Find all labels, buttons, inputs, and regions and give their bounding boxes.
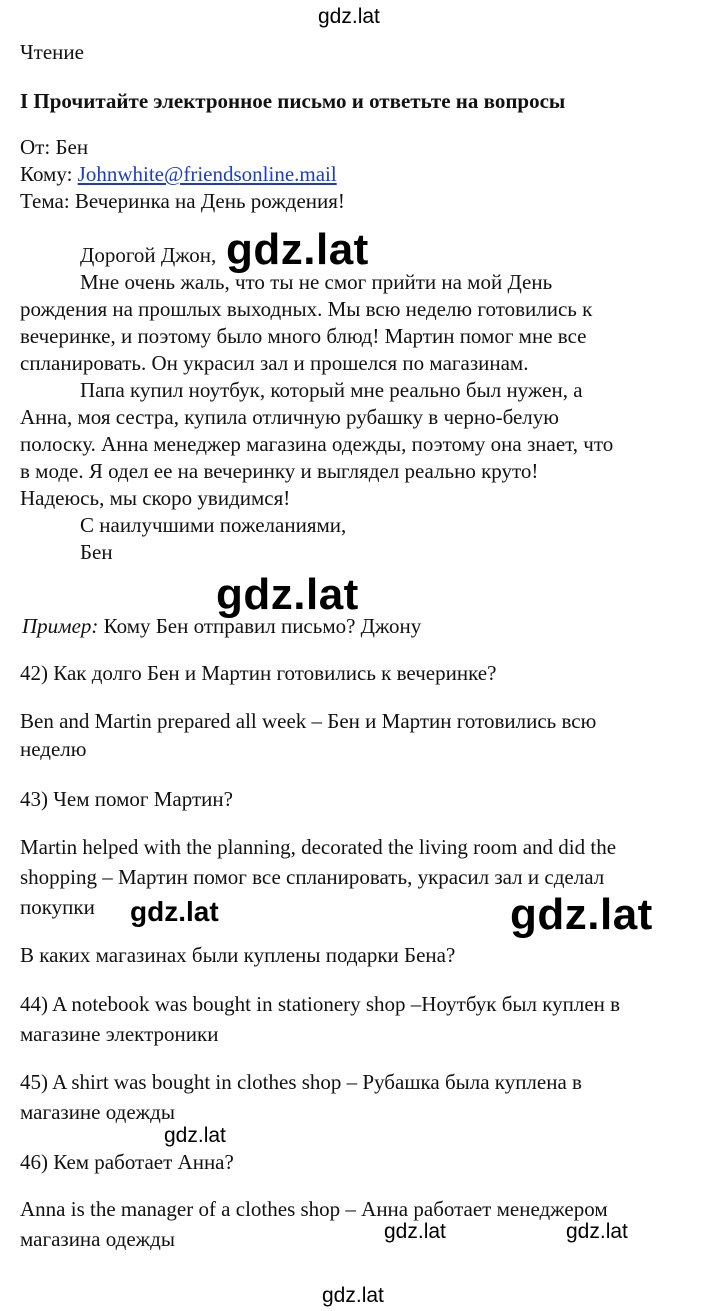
- answer-43-line: покупки: [20, 895, 95, 919]
- task-heading: I Прочитайте электронное письмо и ответьте на вопросы: [20, 89, 566, 113]
- email-subject-row: [20, 188, 345, 215]
- watermark: gdz.lat: [566, 1220, 628, 1243]
- watermark: gdz.lat: [384, 1220, 446, 1243]
- email-subject: Вечеринка на День рождения!: [74, 189, 345, 213]
- email-from-row: [20, 134, 88, 161]
- answer-46-line: магазина одежды: [20, 1227, 175, 1251]
- answer-44-line: 44) A notebook was bought in stationery shop –Ноутбук был куплен в: [20, 992, 621, 1016]
- answer-42-line: Ben and Martin prepared all week – Бен и Мартин готовились всю: [20, 709, 597, 733]
- email-body-line: Мне очень жаль, что ты не смог прийти на мой День: [80, 270, 553, 294]
- watermark: gdz.lat: [164, 1124, 226, 1147]
- email-from-label: От:: [20, 135, 51, 159]
- email-body-line: вечеринке, и поэтому было много блюд! Мартин помог мне все: [20, 324, 587, 348]
- email-body-line: спланировать. Он украсил зал и прошелся по магазинам.: [20, 351, 529, 375]
- email-greeting: Дорогой Джон,: [80, 243, 217, 267]
- email-body-line: Анна, моя сестра, купила отличную рубашку в черно-белую: [20, 405, 559, 429]
- section-title: Чтение: [20, 40, 84, 64]
- email-body-line: полоску. Анна менеджер магазина одежды, поэтому она знает, что: [20, 432, 614, 456]
- watermark: gdz.lat: [130, 896, 219, 927]
- email-signature: Бен: [80, 540, 113, 564]
- example-text: Кому Бен отправил письмо? Джону: [103, 614, 422, 638]
- question-43: 43) Чем помог Мартин?: [20, 787, 233, 811]
- email-to-link[interactable]: Johnwhite@friendsonline.mail: [77, 162, 337, 186]
- answer-44-line: магазине электроники: [20, 1022, 219, 1046]
- email-body-line: рождения на прошлых выходных. Мы всю неделю готовились к: [20, 297, 593, 321]
- question-shops: В каких магазинах были куплены подарки Бена?: [20, 943, 456, 967]
- question-46: 46) Кем работает Анна?: [20, 1150, 234, 1174]
- answer-43-line: shopping – Мартин помог все спланировать, украсил зал и сделал: [20, 865, 605, 889]
- answer-45-line: 45) A shirt was bought in clothes shop – Рубашка была куплена в: [20, 1070, 582, 1094]
- answer-42-line: неделю: [20, 737, 87, 761]
- answer-46-line: Anna is the manager of a clothes shop – Анна работает менеджером: [20, 1197, 608, 1221]
- answer-45-line: магазине одежды: [20, 1100, 175, 1124]
- email-to-row: [20, 161, 337, 188]
- email-body-line: Папа купил ноутбук, который мне реально был нужен, а: [80, 378, 583, 402]
- email-subject-label: Тема:: [20, 189, 70, 213]
- question-42: 42) Как долго Бен и Мартин готовились к вечеринке?: [20, 661, 497, 685]
- email-body-line: в моде. Я одел ее на вечеринку и выглядел реально круто!: [20, 459, 539, 483]
- example-label: Пример:: [22, 614, 99, 638]
- watermark: gdz.lat: [216, 570, 359, 619]
- email-to-label: Кому:: [20, 162, 73, 186]
- watermark: gdz.lat: [318, 5, 380, 28]
- watermark: gdz.lat: [510, 890, 653, 939]
- email-from: Бен: [55, 135, 89, 159]
- watermark: gdz.lat: [226, 225, 369, 274]
- watermark: gdz.lat: [322, 1284, 384, 1307]
- answer-43-line: Martin helped with the planning, decorated the living room and did the: [20, 835, 617, 859]
- email-closing: С наилучшими пожеланиями,: [80, 513, 347, 537]
- email-body-line: Надеюсь, мы скоро увидимся!: [20, 486, 291, 510]
